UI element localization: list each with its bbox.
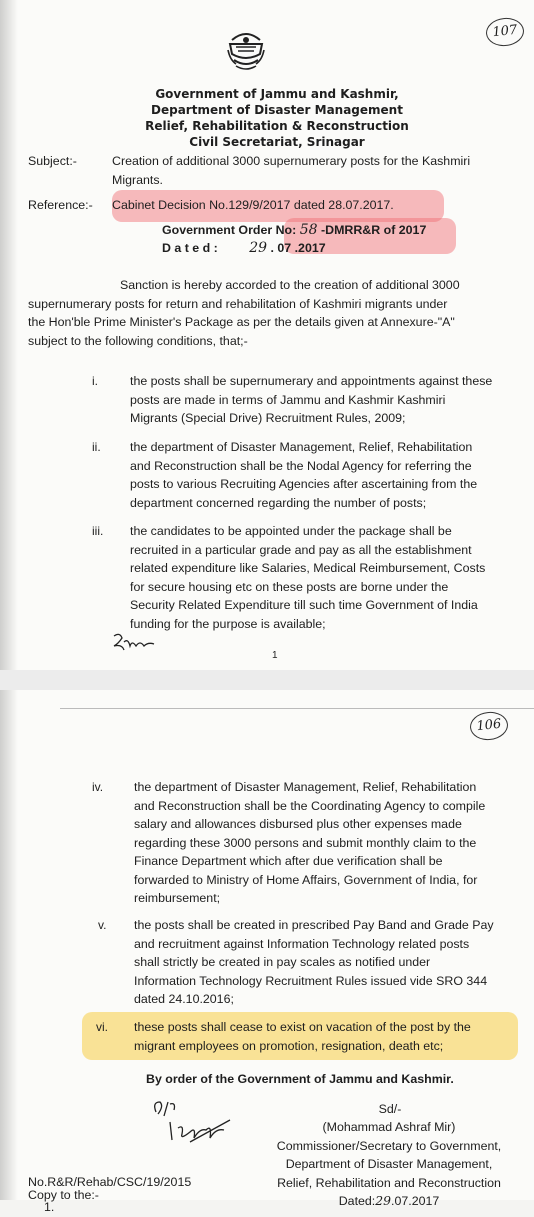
handwritten-initials [110,632,170,661]
condition-line: the candidates to be appointed under the package shall be [130,524,452,538]
condition-number: v. [98,918,107,932]
copy-to-first-item-number: 1. [44,1200,55,1214]
subject-label: Subject:- [28,154,77,168]
page-number: 1 [272,650,278,661]
intro-line: the Hon'ble Prime Minister's Package as per the details given at Annexure-"A" [28,315,455,329]
condition-line: and Reconstruction shall be the Nodal Agency for referring the [130,458,472,473]
condition-text [134,916,508,1009]
letterhead-line-1: Government of Jammu and Kashmir, [155,87,399,101]
condition-text [130,438,508,512]
condition-line: these posts shall cease to exist on vacation of the post by the [134,1020,471,1034]
condition-line: posts to various Recruiting Agencies after ascertaining from the [130,477,478,491]
condition-text [134,1018,508,1055]
condition-line: reimbursement; [134,891,221,905]
condition-text [134,778,508,908]
condition-line: salary and allowances disbursed plus other expenses made [134,817,462,831]
intro-line: Sanction is hereby accorded to the creation of additional 3000 [120,278,460,292]
government-emblem-icon [226,30,266,76]
signature-date-day: 29 [375,1193,392,1208]
subject-line-1: Creation of additional 3000 supernumerary posts for the Kashmiri [112,154,471,168]
condition-line: related expenditure like Salaries, Medical Reimbursement, Costs [130,561,486,575]
condition-line: recruited in a particular grade and pay as all the establishment [130,542,472,557]
condition-line: Security Related Expenditure till such time Government of India [130,598,478,612]
condition-number: iii. [92,524,104,538]
signatory-title-line: Department of Disaster Management, [285,1157,493,1171]
reference-text: Cabinet Decision No.129/9/2017 dated 28.07.2017. [112,198,394,212]
condition-line: Finance Department which after due verification shall be [134,854,443,868]
condition-line: for secure housing etc on these posts are borne under the [130,579,449,594]
condition-line: the department of Disaster Management, Relief, Rehabilitation [134,780,477,794]
condition-line: funding for the purpose is available; [130,616,326,631]
reference-label: Reference:- [28,198,93,212]
letterhead-line-4: Civil Secretariat, Srinagar [189,135,365,149]
signature-block [264,1118,514,1211]
letterhead [0,86,534,150]
handwritten-signature-mark [150,1098,240,1163]
subject-line-2: Migrants. [112,172,163,187]
intro-paragraph [28,276,516,350]
signatory-name: (Mohammad Ashraf Mir) [322,1120,456,1134]
condition-number: vi. [96,1020,108,1034]
intro-line: subject to the following conditions, that;- [28,333,248,348]
condition-line: the posts shall be created in prescribed Pay Band and Grade Pay [134,918,494,932]
order-date-rest: . 07 .2017 [270,241,326,255]
order-number-suffix: -DMRR&R of 2017 [321,223,427,237]
condition-line: Migrants (Special Drive) Recruitment Rules, 2009; [130,411,406,425]
condition-line: department concerned regarding the number of posts; [130,495,427,510]
signature-date [264,1192,514,1211]
order-number-line [162,222,426,238]
condition-line: the posts shall be supernumerary and appointments against these [130,374,493,388]
condition-line: and Reconstruction shall be the Coordinating Agency to compile [134,798,486,813]
condition-line: Information Technology Recruitment Rules issued vide SRO 344 [134,973,488,988]
scan-edge-shadow [0,690,18,1200]
order-date-day-handwritten: 29 [249,240,268,256]
signature-date-prefix: Dated: [338,1194,376,1208]
order-date-line [162,240,326,256]
condition-number: ii. [92,440,101,454]
condition-line: posts are made in terms of Jammu and Kashmir Kashmiri [130,392,446,407]
condition-number: iv. [92,780,104,794]
signature-sd: Sd/- [378,1102,402,1116]
letterhead-line-2: Department of Disaster Management [151,103,403,117]
file-number: No.R&R/Rehab/CSC/19/2015 [28,1175,192,1189]
subject-text [112,152,512,189]
condition-number: i. [92,374,98,388]
condition-text [130,372,508,428]
condition-line: the department of Disaster Management, Relief, Rehabilitation [130,440,473,454]
order-number-handwritten: 58 [299,222,318,238]
intro-line: supernumerary posts for return and rehabilitation of Kashmiri migrants under [28,296,448,311]
condition-line: and recruitment against Information Technology related posts [134,936,470,951]
page-separator [0,670,534,690]
order-date-label: D a t e d : [162,241,218,255]
condition-text [130,522,508,633]
signatory-title-line: Relief, Rehabilitation and Reconstruction [277,1175,501,1190]
document-page-2 [0,690,534,1214]
signatory-title-line: Commissioner/Secretary to Government, [276,1138,502,1153]
condition-line: shall strictly be created in pay scales as notified under [134,955,431,969]
scan-top-line [60,708,534,709]
letterhead-line-3: Relief, Rehabilitation & Reconstruction [145,119,409,133]
handwritten-page-number: 107 [485,16,526,48]
condition-line: dated 24.10.2016; [134,992,234,1006]
condition-line: forwarded to Ministry of Home Affairs, Government of India, for [134,872,478,887]
by-order-line: By order of the Government of Jammu and Kashmir. [146,1072,454,1086]
order-number-prefix: Government Order No: [162,223,297,237]
signature-date-rest: .07.2017 [391,1194,440,1208]
condition-line: regarding these 3000 persons and submit monthly claim to the [134,835,477,850]
handwritten-page-number: 106 [469,710,510,742]
condition-line: migrant employees on promotion, resignation, death etc; [134,1038,444,1053]
copy-to-label: Copy to the:- [28,1188,99,1202]
